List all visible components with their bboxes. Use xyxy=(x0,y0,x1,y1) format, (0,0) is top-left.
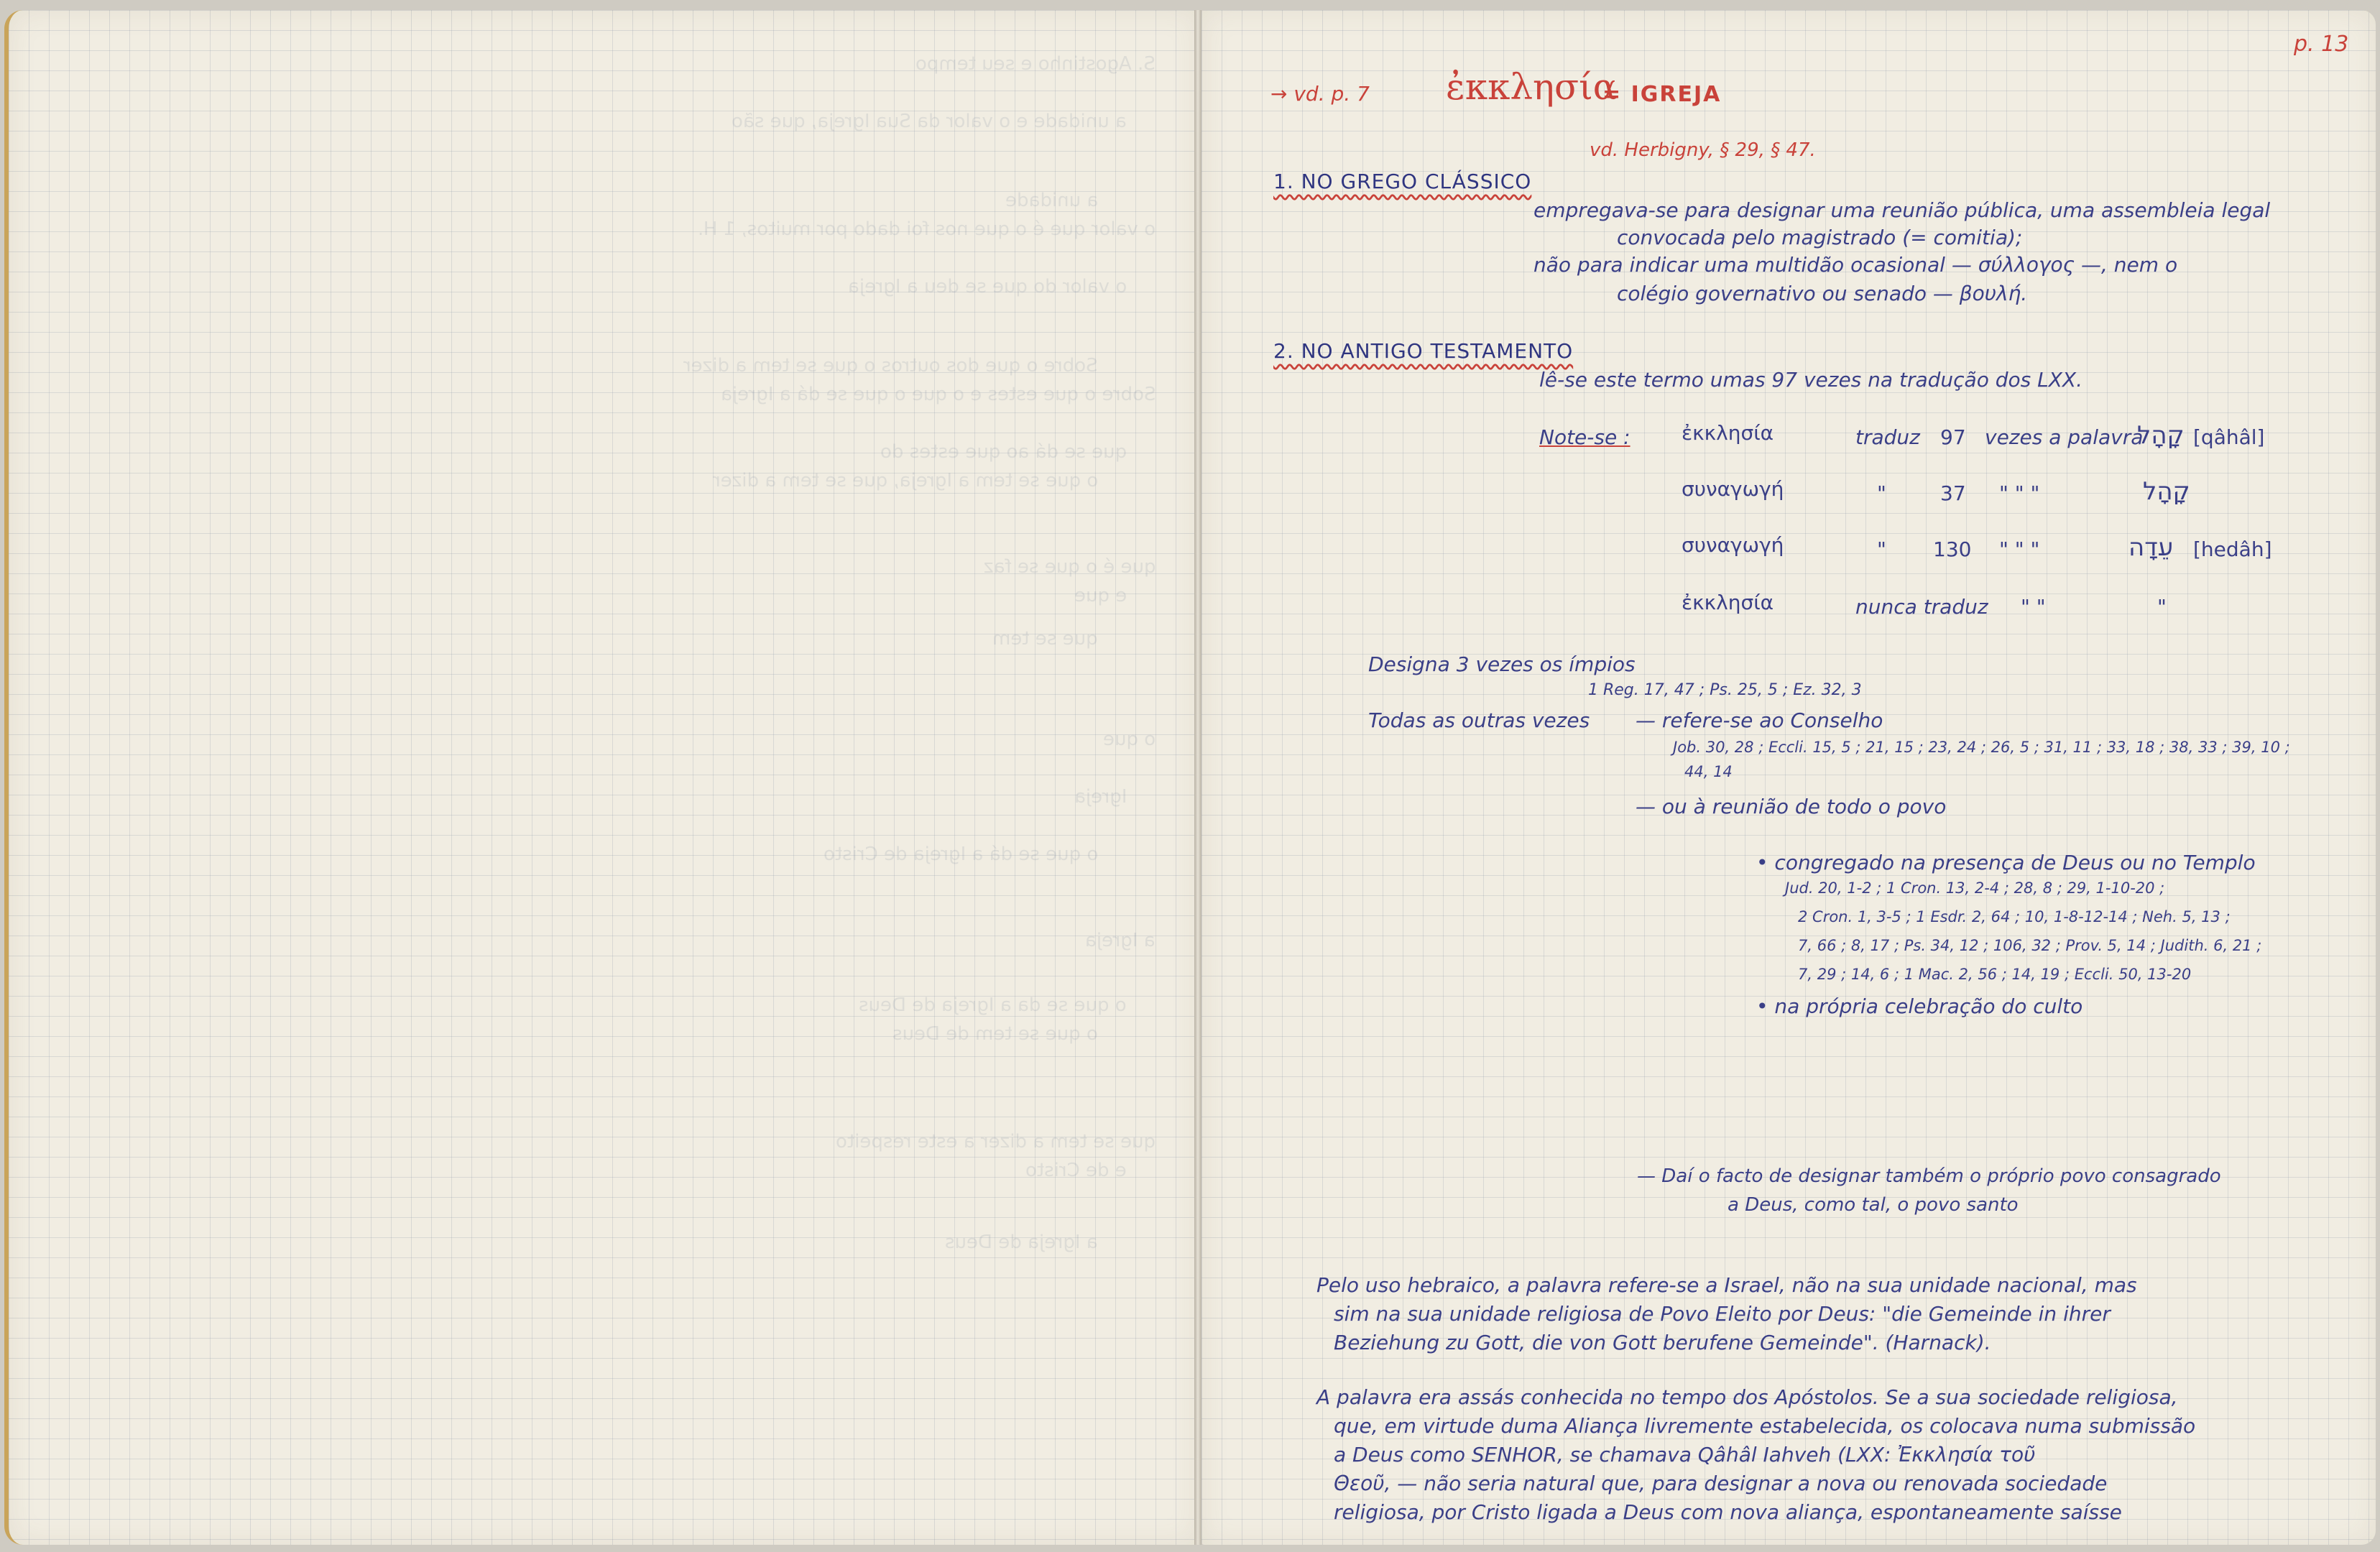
bullet-text: na própria celebração do culto xyxy=(1774,994,2083,1018)
bleed-through-line: o valor que é o que nos foi dado por muitos, 1 H. xyxy=(697,218,1156,240)
paragraph-2-line: que, em virtude duma Aliança livremente estabelecida, os colocava numa submissão xyxy=(1334,1414,2196,1438)
bleed-through-line: a unidade xyxy=(1005,190,1098,211)
greek-term: ἐκκλησία xyxy=(1682,591,1774,614)
note-label: Note-se : xyxy=(1539,425,1631,449)
bleed-through-line: Igreja xyxy=(1074,786,1127,808)
count: 97 xyxy=(1940,425,1966,449)
bullet-refs: 2 Cron. 1, 3-5 ; 1 Esdr. 2, 64 ; 10, 1-8-12-14 ; Neh. 5, 13 ; xyxy=(1798,908,2231,925)
paragraph-2-line: a Deus como SENHOR, se chamava Qâhâl Iahveh (LXX: Ἐκκλησία τοῦ xyxy=(1334,1443,2036,1466)
outras-label: Todas as outras vezes xyxy=(1368,708,1590,732)
cross-reference: → vd. p. 7 xyxy=(1270,82,1370,106)
greek-term: συναγωγή xyxy=(1682,477,1784,501)
bullet-refs: 7, 66 ; 8, 17 ; Ps. 34, 12 ; 106, 32 ; Prov. 5, 14 ; Judith. 6, 21 ; xyxy=(1798,937,2262,954)
section-1-line: convocada pelo magistrado (= comitia); xyxy=(1617,226,2023,249)
page-number: p. 13 xyxy=(2294,32,2349,57)
hebrew-term: קָהָל xyxy=(2143,477,2190,506)
bullet-dot: • xyxy=(1756,851,1775,874)
paragraph-1-line: Beziehung zu Gott, die von Gott berufene Gemeinde". (Harnack). xyxy=(1334,1331,1991,1354)
bleed-through-line: o valor do que se deu a Igreja xyxy=(847,276,1127,297)
bleed-through-line: a Igreja xyxy=(1085,930,1156,951)
bullet-item xyxy=(1756,851,2256,874)
greek-term: ἐκκλησία xyxy=(1682,421,1774,445)
count: 37 xyxy=(1940,481,1966,505)
bleed-through-line: S. Agostinho e seu tempo xyxy=(915,53,1156,75)
bleed-through-line: e que xyxy=(1074,585,1127,606)
bleed-through-line: o que se tem a Igreja, que se tem a dizer xyxy=(712,470,1098,491)
phrase: " " xyxy=(2021,595,2046,619)
bleed-through-line: que se tem a dizer a este respeito xyxy=(835,1131,1156,1153)
greek-term: συναγωγή xyxy=(1682,533,1784,557)
bleed-through-line: que se tem xyxy=(992,628,1098,650)
phrase: vezes a palavra xyxy=(1985,425,2144,449)
dai-line: a Deus, como tal, o povo santo xyxy=(1728,1194,2019,1216)
bleed-through-line: o que xyxy=(1102,729,1156,750)
conselho-refs: Job. 30, 28 ; Eccli. 15, 5 ; 21, 15 ; 23, 24 ; 26, 5 ; 31, 11 ; 33, 18 ; 38, 33 ; 39, 10 ; xyxy=(1673,739,2290,756)
bleed-through-line: Sobre o que dos outros o que se tem a dizer xyxy=(683,355,1098,377)
transliteration: [qâhâl] xyxy=(2193,425,2265,449)
paragraph-1-line: Pelo uso hebraico, a palavra refere-se a Israel, não na sua unidade nacional, mas xyxy=(1316,1273,2137,1297)
outras-conselho: — refere-se ao Conselho xyxy=(1636,708,1883,732)
impios-refs: 1 Reg. 17, 47 ; Ps. 25, 5 ; Ez. 32, 3 xyxy=(1588,681,1862,699)
verb: " xyxy=(1877,537,1886,561)
bleed-through-line: que é o que se faz xyxy=(983,556,1156,578)
transliteration: [hedâh] xyxy=(2193,537,2272,561)
dai-line: — Daí o facto de designar também o próprio povo consagrado xyxy=(1637,1165,2221,1187)
hebrew-term: " xyxy=(2157,595,2167,619)
hebrew-term: קָהָל xyxy=(2137,421,2185,450)
bleed-through-line: o que se tem de Deus xyxy=(892,1023,1098,1045)
notebook-spine xyxy=(1194,10,1201,1545)
verb: traduz xyxy=(1855,425,1920,449)
title-greek: ἐκκλησία xyxy=(1446,66,1618,108)
bullet-refs: 7, 29 ; 14, 6 ; 1 Mac. 2, 56 ; 14, 19 ; Eccli. 50, 13-20 xyxy=(1798,966,2192,983)
bleed-through-line: a Igreja de Deus xyxy=(945,1232,1098,1253)
title-translation: = IGREJA xyxy=(1602,82,1722,107)
phrase: " " " xyxy=(1999,537,2040,561)
bleed-through-line: que se dá ao que estes do xyxy=(880,441,1127,463)
impios-line: Designa 3 vezes os ímpios xyxy=(1368,652,1636,676)
count: 130 xyxy=(1933,537,1972,561)
bullet-dot: • xyxy=(1756,994,1775,1018)
bullet-text: congregado na presença de Deus ou no Templo xyxy=(1774,851,2256,874)
verb: " xyxy=(1877,481,1886,505)
paragraph-1-line: sim na sua unidade religiosa de Povo Eleito por Deus: "die Gemeinde in ihrer xyxy=(1334,1302,2111,1326)
paragraph-2-line: religiosa, por Cristo ligada a Deus com nova aliança, espontaneamente saísse xyxy=(1334,1500,2122,1524)
bullet-refs: Jud. 20, 1-2 ; 1 Cron. 13, 2-4 ; 28, 8 ; 29, 1-10-20 ; xyxy=(1785,879,2165,897)
bleed-through-line: a unidade e o valor da Sua Igreja, que são xyxy=(732,111,1127,132)
paragraph-2-line: Θεοῦ, — não seria natural que, para designar a nova ou renovada sociedade xyxy=(1334,1472,2108,1495)
paragraph-2-line: A palavra era assás conhecida no tempo dos Apóstolos. Se a sua sociedade religiosa, xyxy=(1316,1385,2178,1409)
bullet-item xyxy=(1756,994,2082,1018)
right-page xyxy=(1201,10,2376,1545)
phrase: " " " xyxy=(1999,481,2040,505)
section-1-line: não para indicar uma multidão ocasional — σύλλογος —, nem o xyxy=(1533,253,2178,277)
conselho-refs: 44, 14 xyxy=(1684,763,1733,780)
bleed-through-line: e de Cristo xyxy=(1025,1160,1127,1181)
hebrew-term: עֵדָה xyxy=(2128,533,2174,562)
verb: nunca traduz xyxy=(1855,595,1988,619)
bleed-through-line: o que se da a Igreja de Deus xyxy=(859,994,1127,1016)
reference-line: vd. Herbigny, § 29, § 47. xyxy=(1590,139,1816,161)
section-2-intro: lê-se este termo umas 97 vezes na tradução dos LXX. xyxy=(1539,368,2082,392)
section-1-line: colégio governativo ou senado — βουλή. xyxy=(1617,282,2028,305)
outras-povo: — ou à reunião de todo o povo xyxy=(1636,795,1947,818)
left-page xyxy=(4,10,1199,1545)
section-1-heading: 1. NO GREGO CLÁSSICO xyxy=(1273,170,1532,193)
section-2-heading: 2. NO ANTIGO TESTAMENTO xyxy=(1273,339,1574,363)
bleed-through-line: o que se dá a Igreja de Cristo xyxy=(823,844,1098,865)
section-1-line: empregava-se para designar uma reunião pública, uma assembleia legal xyxy=(1533,198,2271,222)
bleed-through-line: Sobre o que estes e o que o que se dá a Igreja xyxy=(720,384,1156,405)
